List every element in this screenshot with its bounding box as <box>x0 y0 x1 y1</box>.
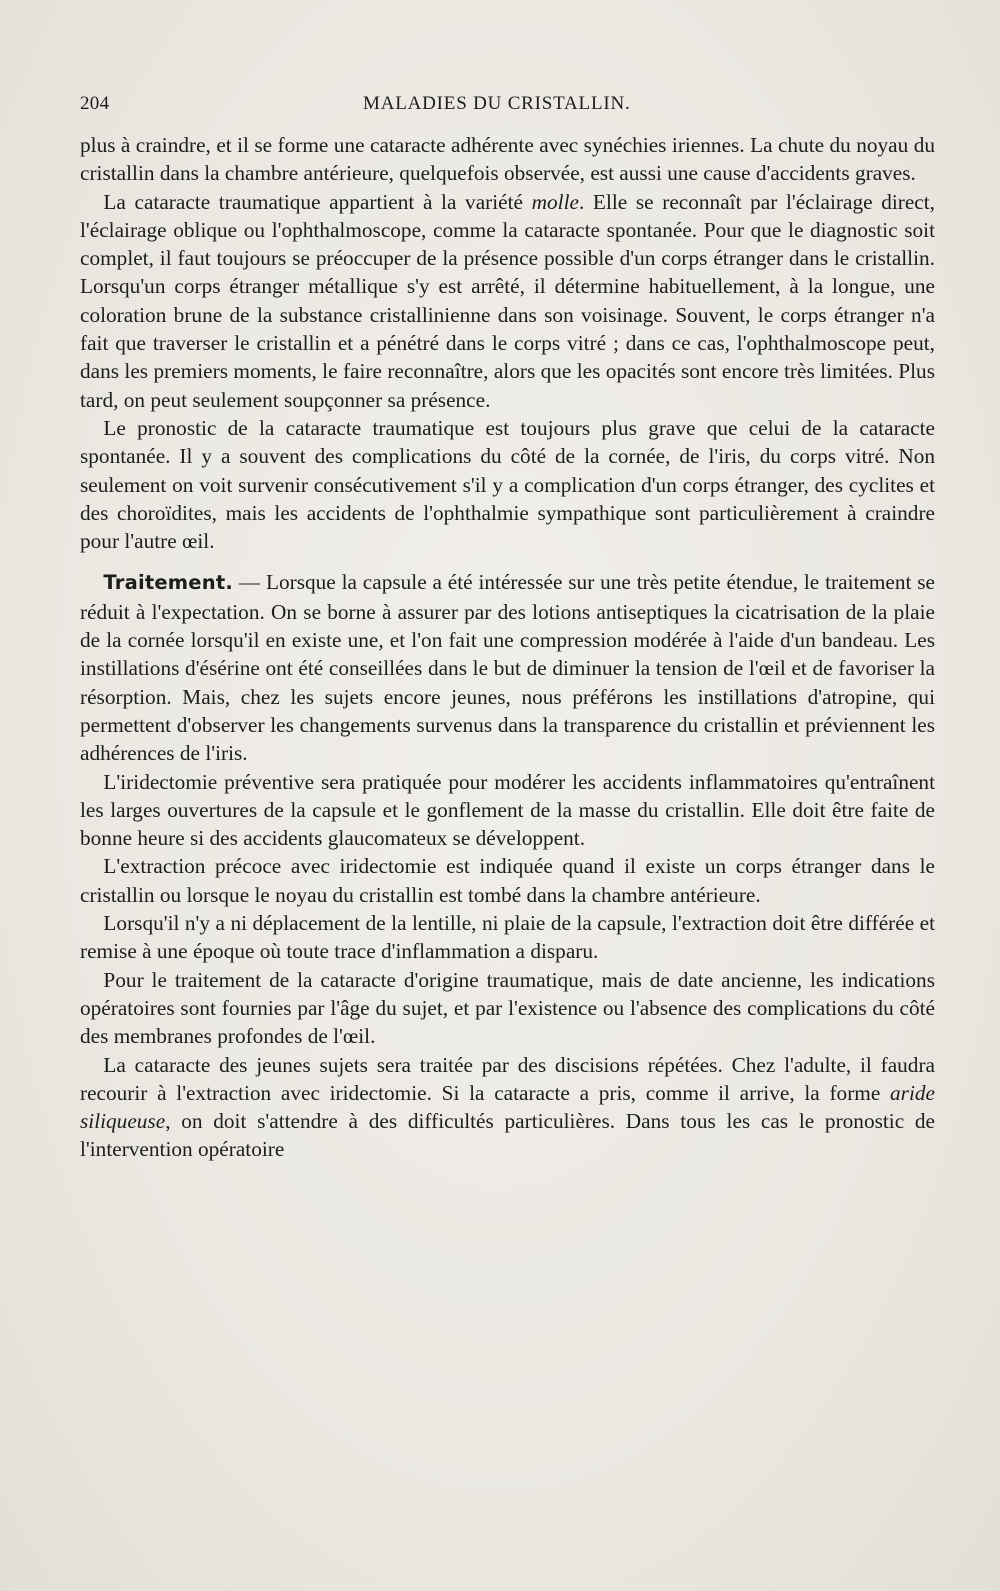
page-number: 204 <box>80 93 110 114</box>
paragraph-extraction-differee: Lorsqu'il n'y a ni déplacement de la lentille, ni plaie de la capsule, l'extraction doit être différée et remise à une époque où toute trace d'inflammation a disparu. <box>80 911 935 964</box>
paragraph-date-ancienne: Pour le traitement de la cataracte d'origine traumatique, mais de date ancienne, les indications opératoires sont fournies par l'âge du sujet, et par l'existence ou l'absence des complications du côté des membranes profondes de l'œil. <box>80 967 935 1049</box>
body-text <box>80 131 935 1164</box>
paragraph-text: , on doit s'attendre à des difficultés particulières. Dans tous les cas le pronostic de l'intervention opératoire <box>80 1109 935 1162</box>
italic-term-molle: molle <box>531 189 579 214</box>
paragraph-cataracte-traumatique <box>80 188 935 414</box>
paragraph-pronostic: Le pronostic de la cataracte traumatique est toujours plus grave que celui de la cataracte spontanée. Il y a souvent des complications du côté de la cornée, de l'iris, du corps vitré. Non seulement on voit survenir consécutivement s'il y a complication d'un corps étranger, des cyclites et des choroïdites, mais les accidents de l'ophthalmie sympathique sont particulièrement à craindre pour l'autre œil. <box>80 415 935 554</box>
section-heading: Traitement. <box>103 571 233 595</box>
paragraph-text: — Lorsque la capsule a été intéressée sur une très petite étendue, le traitement se réduit à l'expectation. On se borne à assurer par des lotions antiseptiques la cicatrisation de la plaie de la cornée lorsqu'il en existe une, et l'on fait une compression modérée à l'aide d'un bandeau. Les instillations d'ésérine ont été conseillées dans le but de diminuer la tension de l'œil et de favoriser la résorption. Mais, chez les sujets encore jeunes, nous préférons les instillations d'atropine, qui permettent d'observer les changements survenus dans la transparence du cristallin et préviennent les adhérences de l'iris. <box>80 570 935 766</box>
paragraph-extraction-precoce: L'extraction précoce avec iridectomie est indiquée quand il existe un corps étranger dans le cristallin ou lorsque le noyau du cristallin est tombé dans la chambre antérieure. <box>80 854 935 907</box>
paragraph-jeunes-sujets <box>80 1051 935 1164</box>
paragraph-text: . Elle se reconnaît par l'éclairage direct, l'éclairage oblique ou l'ophthalmoscope, comme la cataracte spontanée. Pour que le diagnostic soit complet, il faut toujours se préoccuper de la présence possible d'un corps étranger dans le cristallin. Lorsqu'un corps étranger métallique s'y est arrêté, il détermine habituellement, à la longue, une coloration brune de la substance cristallinienne dans son voisinage. Souvent, le corps étranger n'a fait que traverser le cristallin et a pénétré dans le corps vitré ; dans ce cas, l'ophthalmoscope peut, dans les premiers moments, le faire reconnaître, alors que les opacités sont encore très limitées. Plus tard, on peut seulement soupçonner sa présence. <box>80 189 936 412</box>
running-head <box>80 93 935 123</box>
italic-term-aride-siliqueuse: aride siliqueuse <box>80 1080 935 1134</box>
paragraph-text: La cataracte des jeunes sujets sera traitée par des discisions répétées. Chez l'adulte, il faudra recourir à l'extraction avec iridectomie. Si la cataracte a pris, comme il arrive, la forme <box>80 1052 935 1105</box>
section-traitement <box>80 568 935 1163</box>
paragraph-traitement-intro <box>80 568 935 767</box>
paragraph-continuation: plus à craindre, et il se forme une cataracte adhérente avec synéchies iriennes. La chute du noyau du cristallin dans la chambre antérieure, quelquefois observée, est aussi une cause d'accidents graves. <box>80 133 935 186</box>
running-title: MALADIES DU CRISTALLIN. <box>363 93 631 114</box>
paragraph-text: La cataracte traumatique appartient à la variété <box>103 189 532 214</box>
paragraph-iridectomie: L'iridectomie préventive sera pratiquée pour modérer les accidents inflammatoires qu'entraînent les larges ouvertures de la capsule et le gonflement de la masse du cristallin. Elle doit être faite de bonne heure si des accidents glaucomateux se développent. <box>80 769 935 851</box>
